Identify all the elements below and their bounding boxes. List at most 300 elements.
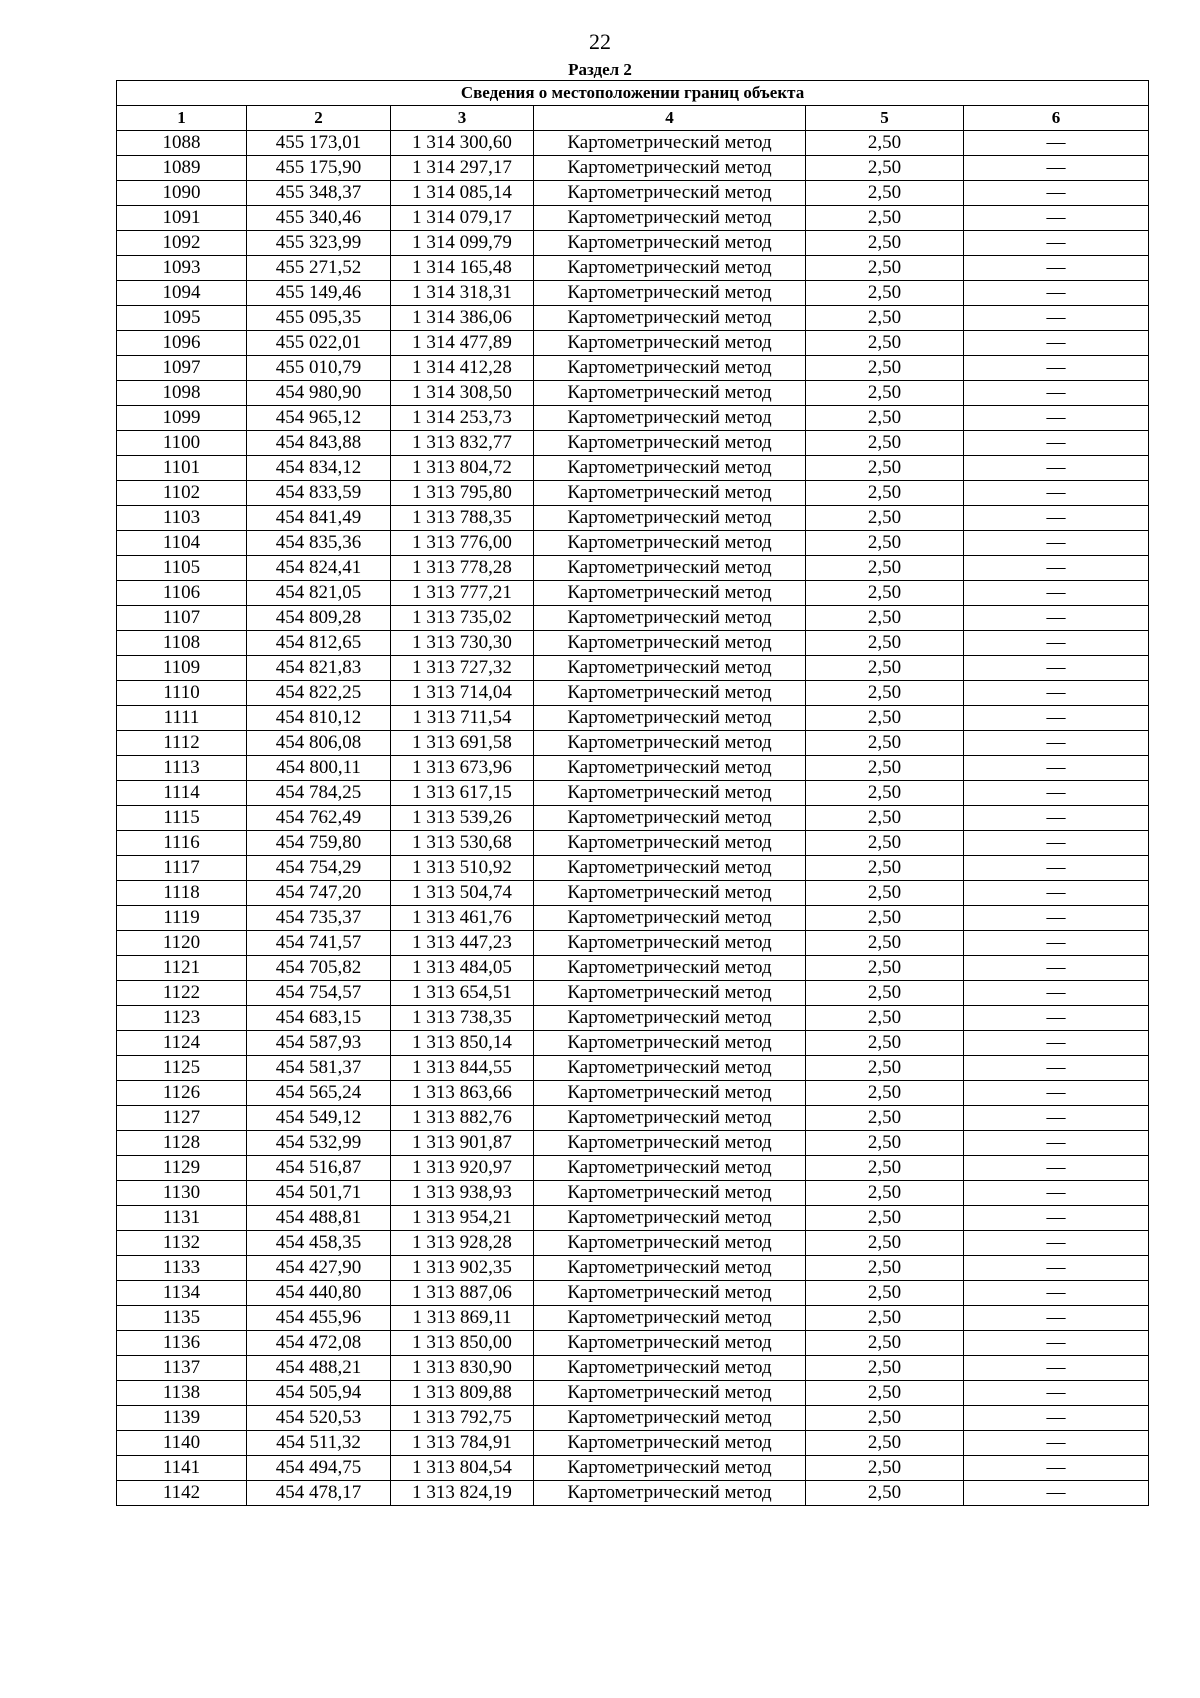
table-row: [117, 1456, 1149, 1481]
table-row: [117, 1031, 1149, 1056]
accuracy-cell: 2,50: [806, 231, 964, 256]
point-number-cell: 1141: [117, 1456, 247, 1481]
method-cell: Картометрический метод: [534, 1481, 806, 1506]
x-coordinate-cell: 454 835,36: [247, 531, 391, 556]
point-number-cell: 1103: [117, 506, 247, 531]
note-cell: —: [964, 781, 1149, 806]
accuracy-cell: 2,50: [806, 481, 964, 506]
method-cell: Картометрический метод: [534, 1331, 806, 1356]
table-row: [117, 1156, 1149, 1181]
point-number-cell: 1142: [117, 1481, 247, 1506]
table-row: [117, 706, 1149, 731]
x-coordinate-cell: 454 440,80: [247, 1281, 391, 1306]
note-cell: —: [964, 356, 1149, 381]
table-row: [117, 1406, 1149, 1431]
x-coordinate-cell: 454 834,12: [247, 456, 391, 481]
point-number-cell: 1101: [117, 456, 247, 481]
y-coordinate-cell: 1 313 882,76: [391, 1106, 534, 1131]
y-coordinate-cell: 1 313 902,35: [391, 1256, 534, 1281]
accuracy-cell: 2,50: [806, 1331, 964, 1356]
table-row: [117, 756, 1149, 781]
accuracy-cell: 2,50: [806, 931, 964, 956]
x-coordinate-cell: 454 980,90: [247, 381, 391, 406]
table-row: [117, 906, 1149, 931]
note-cell: —: [964, 881, 1149, 906]
method-cell: Картометрический метод: [534, 331, 806, 356]
method-cell: Картометрический метод: [534, 656, 806, 681]
table-row: [117, 231, 1149, 256]
x-coordinate-cell: 455 010,79: [247, 356, 391, 381]
method-cell: Картометрический метод: [534, 1381, 806, 1406]
note-cell: —: [964, 556, 1149, 581]
note-cell: —: [964, 481, 1149, 506]
method-cell: Картометрический метод: [534, 831, 806, 856]
table-row: [117, 406, 1149, 431]
accuracy-cell: 2,50: [806, 1081, 964, 1106]
table-row: [117, 356, 1149, 381]
table-row: [117, 681, 1149, 706]
y-coordinate-cell: 1 313 784,91: [391, 1431, 534, 1456]
y-coordinate-cell: 1 313 691,58: [391, 731, 534, 756]
note-cell: —: [964, 1056, 1149, 1081]
point-number-cell: 1108: [117, 631, 247, 656]
y-coordinate-cell: 1 314 412,28: [391, 356, 534, 381]
method-cell: Картометрический метод: [534, 731, 806, 756]
accuracy-cell: 2,50: [806, 881, 964, 906]
y-coordinate-cell: 1 313 714,04: [391, 681, 534, 706]
y-coordinate-cell: 1 314 085,14: [391, 181, 534, 206]
table-row: [117, 1381, 1149, 1406]
note-cell: —: [964, 956, 1149, 981]
x-coordinate-cell: 454 472,08: [247, 1331, 391, 1356]
y-coordinate-cell: 1 314 079,17: [391, 206, 534, 231]
accuracy-cell: 2,50: [806, 806, 964, 831]
method-cell: Картометрический метод: [534, 356, 806, 381]
point-number-cell: 1126: [117, 1081, 247, 1106]
y-coordinate-cell: 1 313 830,90: [391, 1356, 534, 1381]
note-cell: —: [964, 406, 1149, 431]
method-cell: Картометрический метод: [534, 1081, 806, 1106]
x-coordinate-cell: 455 149,46: [247, 281, 391, 306]
accuracy-cell: 2,50: [806, 331, 964, 356]
x-coordinate-cell: 454 488,21: [247, 1356, 391, 1381]
accuracy-cell: 2,50: [806, 1481, 964, 1506]
point-number-cell: 1118: [117, 881, 247, 906]
table-row: [117, 331, 1149, 356]
method-cell: Картометрический метод: [534, 881, 806, 906]
method-cell: Картометрический метод: [534, 756, 806, 781]
point-number-cell: 1139: [117, 1406, 247, 1431]
note-cell: —: [964, 256, 1149, 281]
x-coordinate-cell: 454 747,20: [247, 881, 391, 906]
accuracy-cell: 2,50: [806, 406, 964, 431]
method-cell: Картометрический метод: [534, 1031, 806, 1056]
point-number-cell: 1130: [117, 1181, 247, 1206]
note-cell: —: [964, 456, 1149, 481]
y-coordinate-cell: 1 313 504,74: [391, 881, 534, 906]
y-coordinate-cell: 1 313 887,06: [391, 1281, 534, 1306]
method-cell: Картометрический метод: [534, 256, 806, 281]
x-coordinate-cell: 454 683,15: [247, 1006, 391, 1031]
accuracy-cell: 2,50: [806, 1181, 964, 1206]
x-coordinate-cell: 454 532,99: [247, 1131, 391, 1156]
column-header-5: 5: [806, 106, 964, 131]
method-cell: Картометрический метод: [534, 931, 806, 956]
point-number-cell: 1127: [117, 1106, 247, 1131]
point-number-cell: 1091: [117, 206, 247, 231]
y-coordinate-cell: 1 314 297,17: [391, 156, 534, 181]
accuracy-cell: 2,50: [806, 1406, 964, 1431]
y-coordinate-cell: 1 313 832,77: [391, 431, 534, 456]
x-coordinate-cell: 454 841,49: [247, 506, 391, 531]
column-header-1: 1: [117, 106, 247, 131]
table-row: [117, 281, 1149, 306]
accuracy-cell: 2,50: [806, 356, 964, 381]
accuracy-cell: 2,50: [806, 531, 964, 556]
method-cell: Картометрический метод: [534, 906, 806, 931]
y-coordinate-cell: 1 314 308,50: [391, 381, 534, 406]
table-row: [117, 581, 1149, 606]
x-coordinate-cell: 454 511,32: [247, 1431, 391, 1456]
y-coordinate-cell: 1 313 654,51: [391, 981, 534, 1006]
x-coordinate-cell: 454 549,12: [247, 1106, 391, 1131]
accuracy-cell: 2,50: [806, 781, 964, 806]
accuracy-cell: 2,50: [806, 431, 964, 456]
y-coordinate-cell: 1 313 461,76: [391, 906, 534, 931]
method-cell: Картометрический метод: [534, 531, 806, 556]
table-row: [117, 631, 1149, 656]
table-row: [117, 1281, 1149, 1306]
table-row: [117, 456, 1149, 481]
note-cell: —: [964, 1031, 1149, 1056]
note-cell: —: [964, 631, 1149, 656]
method-cell: Картометрический метод: [534, 1406, 806, 1431]
table-row: [117, 181, 1149, 206]
point-number-cell: 1088: [117, 131, 247, 156]
method-cell: Картометрический метод: [534, 856, 806, 881]
note-cell: —: [964, 1406, 1149, 1431]
table-row: [117, 1206, 1149, 1231]
x-coordinate-cell: 455 348,37: [247, 181, 391, 206]
note-cell: —: [964, 606, 1149, 631]
method-cell: Картометрический метод: [534, 1156, 806, 1181]
accuracy-cell: 2,50: [806, 556, 964, 581]
note-cell: —: [964, 706, 1149, 731]
note-cell: —: [964, 1006, 1149, 1031]
boundary-table: [116, 80, 1149, 1506]
x-coordinate-cell: 455 173,01: [247, 131, 391, 156]
note-cell: —: [964, 1231, 1149, 1256]
point-number-cell: 1105: [117, 556, 247, 581]
note-cell: —: [964, 1331, 1149, 1356]
point-number-cell: 1125: [117, 1056, 247, 1081]
method-cell: Картометрический метод: [534, 781, 806, 806]
accuracy-cell: 2,50: [806, 981, 964, 1006]
method-cell: Картометрический метод: [534, 381, 806, 406]
table-row: [117, 956, 1149, 981]
point-number-cell: 1128: [117, 1131, 247, 1156]
accuracy-cell: 2,50: [806, 1456, 964, 1481]
accuracy-cell: 2,50: [806, 706, 964, 731]
y-coordinate-cell: 1 314 165,48: [391, 256, 534, 281]
accuracy-cell: 2,50: [806, 681, 964, 706]
note-cell: —: [964, 181, 1149, 206]
method-cell: Картометрический метод: [534, 706, 806, 731]
point-number-cell: 1107: [117, 606, 247, 631]
y-coordinate-cell: 1 314 099,79: [391, 231, 534, 256]
point-number-cell: 1106: [117, 581, 247, 606]
accuracy-cell: 2,50: [806, 156, 964, 181]
x-coordinate-cell: 455 175,90: [247, 156, 391, 181]
x-coordinate-cell: 455 271,52: [247, 256, 391, 281]
y-coordinate-cell: 1 313 673,96: [391, 756, 534, 781]
note-cell: —: [964, 1306, 1149, 1331]
note-cell: —: [964, 156, 1149, 181]
point-number-cell: 1100: [117, 431, 247, 456]
x-coordinate-cell: 454 821,83: [247, 656, 391, 681]
note-cell: —: [964, 1281, 1149, 1306]
method-cell: Картометрический метод: [534, 1131, 806, 1156]
x-coordinate-cell: 454 833,59: [247, 481, 391, 506]
table-row: [117, 1081, 1149, 1106]
table-row: [117, 1306, 1149, 1331]
table-row: [117, 206, 1149, 231]
method-cell: Картометрический метод: [534, 281, 806, 306]
accuracy-cell: 2,50: [806, 1306, 964, 1331]
method-cell: Картометрический метод: [534, 456, 806, 481]
table-row: [117, 1431, 1149, 1456]
table-row: [117, 806, 1149, 831]
method-cell: Картометрический метод: [534, 581, 806, 606]
accuracy-cell: 2,50: [806, 906, 964, 931]
point-number-cell: 1111: [117, 706, 247, 731]
point-number-cell: 1133: [117, 1256, 247, 1281]
note-cell: —: [964, 1106, 1149, 1131]
table-row: [117, 981, 1149, 1006]
x-coordinate-cell: 454 806,08: [247, 731, 391, 756]
point-number-cell: 1115: [117, 806, 247, 831]
accuracy-cell: 2,50: [806, 206, 964, 231]
x-coordinate-cell: 454 565,24: [247, 1081, 391, 1106]
column-header-4: 4: [534, 106, 806, 131]
method-cell: Картометрический метод: [534, 156, 806, 181]
note-cell: —: [964, 756, 1149, 781]
table-row: [117, 256, 1149, 281]
table-caption: Сведения о местоположении границ объекта: [117, 81, 1149, 106]
note-cell: —: [964, 131, 1149, 156]
y-coordinate-cell: 1 313 447,23: [391, 931, 534, 956]
point-number-cell: 1099: [117, 406, 247, 431]
method-cell: Картометрический метод: [534, 631, 806, 656]
note-cell: —: [964, 831, 1149, 856]
method-cell: Картометрический метод: [534, 1431, 806, 1456]
x-coordinate-cell: 454 754,29: [247, 856, 391, 881]
point-number-cell: 1122: [117, 981, 247, 1006]
point-number-cell: 1093: [117, 256, 247, 281]
point-number-cell: 1119: [117, 906, 247, 931]
x-coordinate-cell: 455 022,01: [247, 331, 391, 356]
y-coordinate-cell: 1 313 776,00: [391, 531, 534, 556]
table-row: [117, 856, 1149, 881]
accuracy-cell: 2,50: [806, 306, 964, 331]
table-row: [117, 731, 1149, 756]
accuracy-cell: 2,50: [806, 1056, 964, 1081]
x-coordinate-cell: 454 735,37: [247, 906, 391, 931]
note-cell: —: [964, 1181, 1149, 1206]
y-coordinate-cell: 1 313 901,87: [391, 1131, 534, 1156]
accuracy-cell: 2,50: [806, 1256, 964, 1281]
y-coordinate-cell: 1 313 824,19: [391, 1481, 534, 1506]
point-number-cell: 1114: [117, 781, 247, 806]
x-coordinate-cell: 454 494,75: [247, 1456, 391, 1481]
y-coordinate-cell: 1 313 727,32: [391, 656, 534, 681]
y-coordinate-cell: 1 313 850,14: [391, 1031, 534, 1056]
point-number-cell: 1104: [117, 531, 247, 556]
method-cell: Картометрический метод: [534, 206, 806, 231]
point-number-cell: 1117: [117, 856, 247, 881]
x-coordinate-cell: 455 340,46: [247, 206, 391, 231]
y-coordinate-cell: 1 314 386,06: [391, 306, 534, 331]
note-cell: —: [964, 1081, 1149, 1106]
point-number-cell: 1090: [117, 181, 247, 206]
x-coordinate-cell: 454 705,82: [247, 956, 391, 981]
method-cell: Картометрический метод: [534, 1056, 806, 1081]
note-cell: —: [964, 806, 1149, 831]
point-number-cell: 1134: [117, 1281, 247, 1306]
x-coordinate-cell: 454 501,71: [247, 1181, 391, 1206]
method-cell: Картометрический метод: [534, 1181, 806, 1206]
point-number-cell: 1096: [117, 331, 247, 356]
table-row: [117, 1181, 1149, 1206]
accuracy-cell: 2,50: [806, 1131, 964, 1156]
table-row: [117, 1356, 1149, 1381]
x-coordinate-cell: 454 843,88: [247, 431, 391, 456]
method-cell: Картометрический метод: [534, 131, 806, 156]
y-coordinate-cell: 1 313 928,28: [391, 1231, 534, 1256]
section-title: Раздел 2: [568, 60, 632, 79]
method-cell: Картометрический метод: [534, 406, 806, 431]
accuracy-cell: 2,50: [806, 831, 964, 856]
method-cell: Картометрический метод: [534, 1231, 806, 1256]
y-coordinate-cell: 1 313 804,54: [391, 1456, 534, 1481]
x-coordinate-cell: 454 581,37: [247, 1056, 391, 1081]
table-row: [117, 831, 1149, 856]
x-coordinate-cell: 454 965,12: [247, 406, 391, 431]
y-coordinate-cell: 1 313 850,00: [391, 1331, 534, 1356]
x-coordinate-cell: 454 516,87: [247, 1156, 391, 1181]
method-cell: Картометрический метод: [534, 231, 806, 256]
accuracy-cell: 2,50: [806, 581, 964, 606]
point-number-cell: 1123: [117, 1006, 247, 1031]
x-coordinate-cell: 454 784,25: [247, 781, 391, 806]
note-cell: —: [964, 731, 1149, 756]
y-coordinate-cell: 1 314 300,60: [391, 131, 534, 156]
y-coordinate-cell: 1 313 711,54: [391, 706, 534, 731]
note-cell: —: [964, 1256, 1149, 1281]
note-cell: —: [964, 281, 1149, 306]
y-coordinate-cell: 1 313 617,15: [391, 781, 534, 806]
table-header-row: [117, 106, 1149, 131]
point-number-cell: 1124: [117, 1031, 247, 1056]
x-coordinate-cell: 454 427,90: [247, 1256, 391, 1281]
accuracy-cell: 2,50: [806, 1231, 964, 1256]
table-row: [117, 556, 1149, 581]
table-row: [117, 1256, 1149, 1281]
x-coordinate-cell: 454 458,35: [247, 1231, 391, 1256]
point-number-cell: 1137: [117, 1356, 247, 1381]
accuracy-cell: 2,50: [806, 1031, 964, 1056]
table-row: [117, 781, 1149, 806]
point-number-cell: 1121: [117, 956, 247, 981]
method-cell: Картометрический метод: [534, 1106, 806, 1131]
method-cell: Картометрический метод: [534, 956, 806, 981]
table-row: [117, 606, 1149, 631]
note-cell: —: [964, 1131, 1149, 1156]
point-number-cell: 1116: [117, 831, 247, 856]
x-coordinate-cell: 454 488,81: [247, 1206, 391, 1231]
point-number-cell: 1112: [117, 731, 247, 756]
note-cell: —: [964, 981, 1149, 1006]
table-row: [117, 1056, 1149, 1081]
y-coordinate-cell: 1 313 735,02: [391, 606, 534, 631]
point-number-cell: 1113: [117, 756, 247, 781]
note-cell: —: [964, 1356, 1149, 1381]
accuracy-cell: 2,50: [806, 1206, 964, 1231]
method-cell: Картометрический метод: [534, 481, 806, 506]
method-cell: Картометрический метод: [534, 306, 806, 331]
accuracy-cell: 2,50: [806, 131, 964, 156]
method-cell: Картометрический метод: [534, 1456, 806, 1481]
point-number-cell: 1102: [117, 481, 247, 506]
table-body: [117, 131, 1149, 1506]
accuracy-cell: 2,50: [806, 656, 964, 681]
y-coordinate-cell: 1 313 792,75: [391, 1406, 534, 1431]
note-cell: —: [964, 506, 1149, 531]
accuracy-cell: 2,50: [806, 256, 964, 281]
y-coordinate-cell: 1 313 778,28: [391, 556, 534, 581]
accuracy-cell: 2,50: [806, 956, 964, 981]
column-header-6: 6: [964, 106, 1149, 131]
x-coordinate-cell: 454 520,53: [247, 1406, 391, 1431]
note-cell: —: [964, 856, 1149, 881]
note-cell: —: [964, 431, 1149, 456]
table-row: [117, 1106, 1149, 1131]
x-coordinate-cell: 454 741,57: [247, 931, 391, 956]
y-coordinate-cell: 1 314 477,89: [391, 331, 534, 356]
note-cell: —: [964, 581, 1149, 606]
point-number-cell: 1092: [117, 231, 247, 256]
accuracy-cell: 2,50: [806, 281, 964, 306]
point-number-cell: 1135: [117, 1306, 247, 1331]
x-coordinate-cell: 454 455,96: [247, 1306, 391, 1331]
point-number-cell: 1110: [117, 681, 247, 706]
point-number-cell: 1098: [117, 381, 247, 406]
note-cell: —: [964, 531, 1149, 556]
table-row: [117, 131, 1149, 156]
method-cell: Картометрический метод: [534, 1306, 806, 1331]
point-number-cell: 1138: [117, 1381, 247, 1406]
point-number-cell: 1129: [117, 1156, 247, 1181]
y-coordinate-cell: 1 313 863,66: [391, 1081, 534, 1106]
table-row: [117, 156, 1149, 181]
note-cell: —: [964, 1456, 1149, 1481]
table-row: [117, 531, 1149, 556]
accuracy-cell: 2,50: [806, 456, 964, 481]
table-row: [117, 381, 1149, 406]
note-cell: —: [964, 1381, 1149, 1406]
method-cell: Картометрический метод: [534, 681, 806, 706]
column-header-2: 2: [247, 106, 391, 131]
